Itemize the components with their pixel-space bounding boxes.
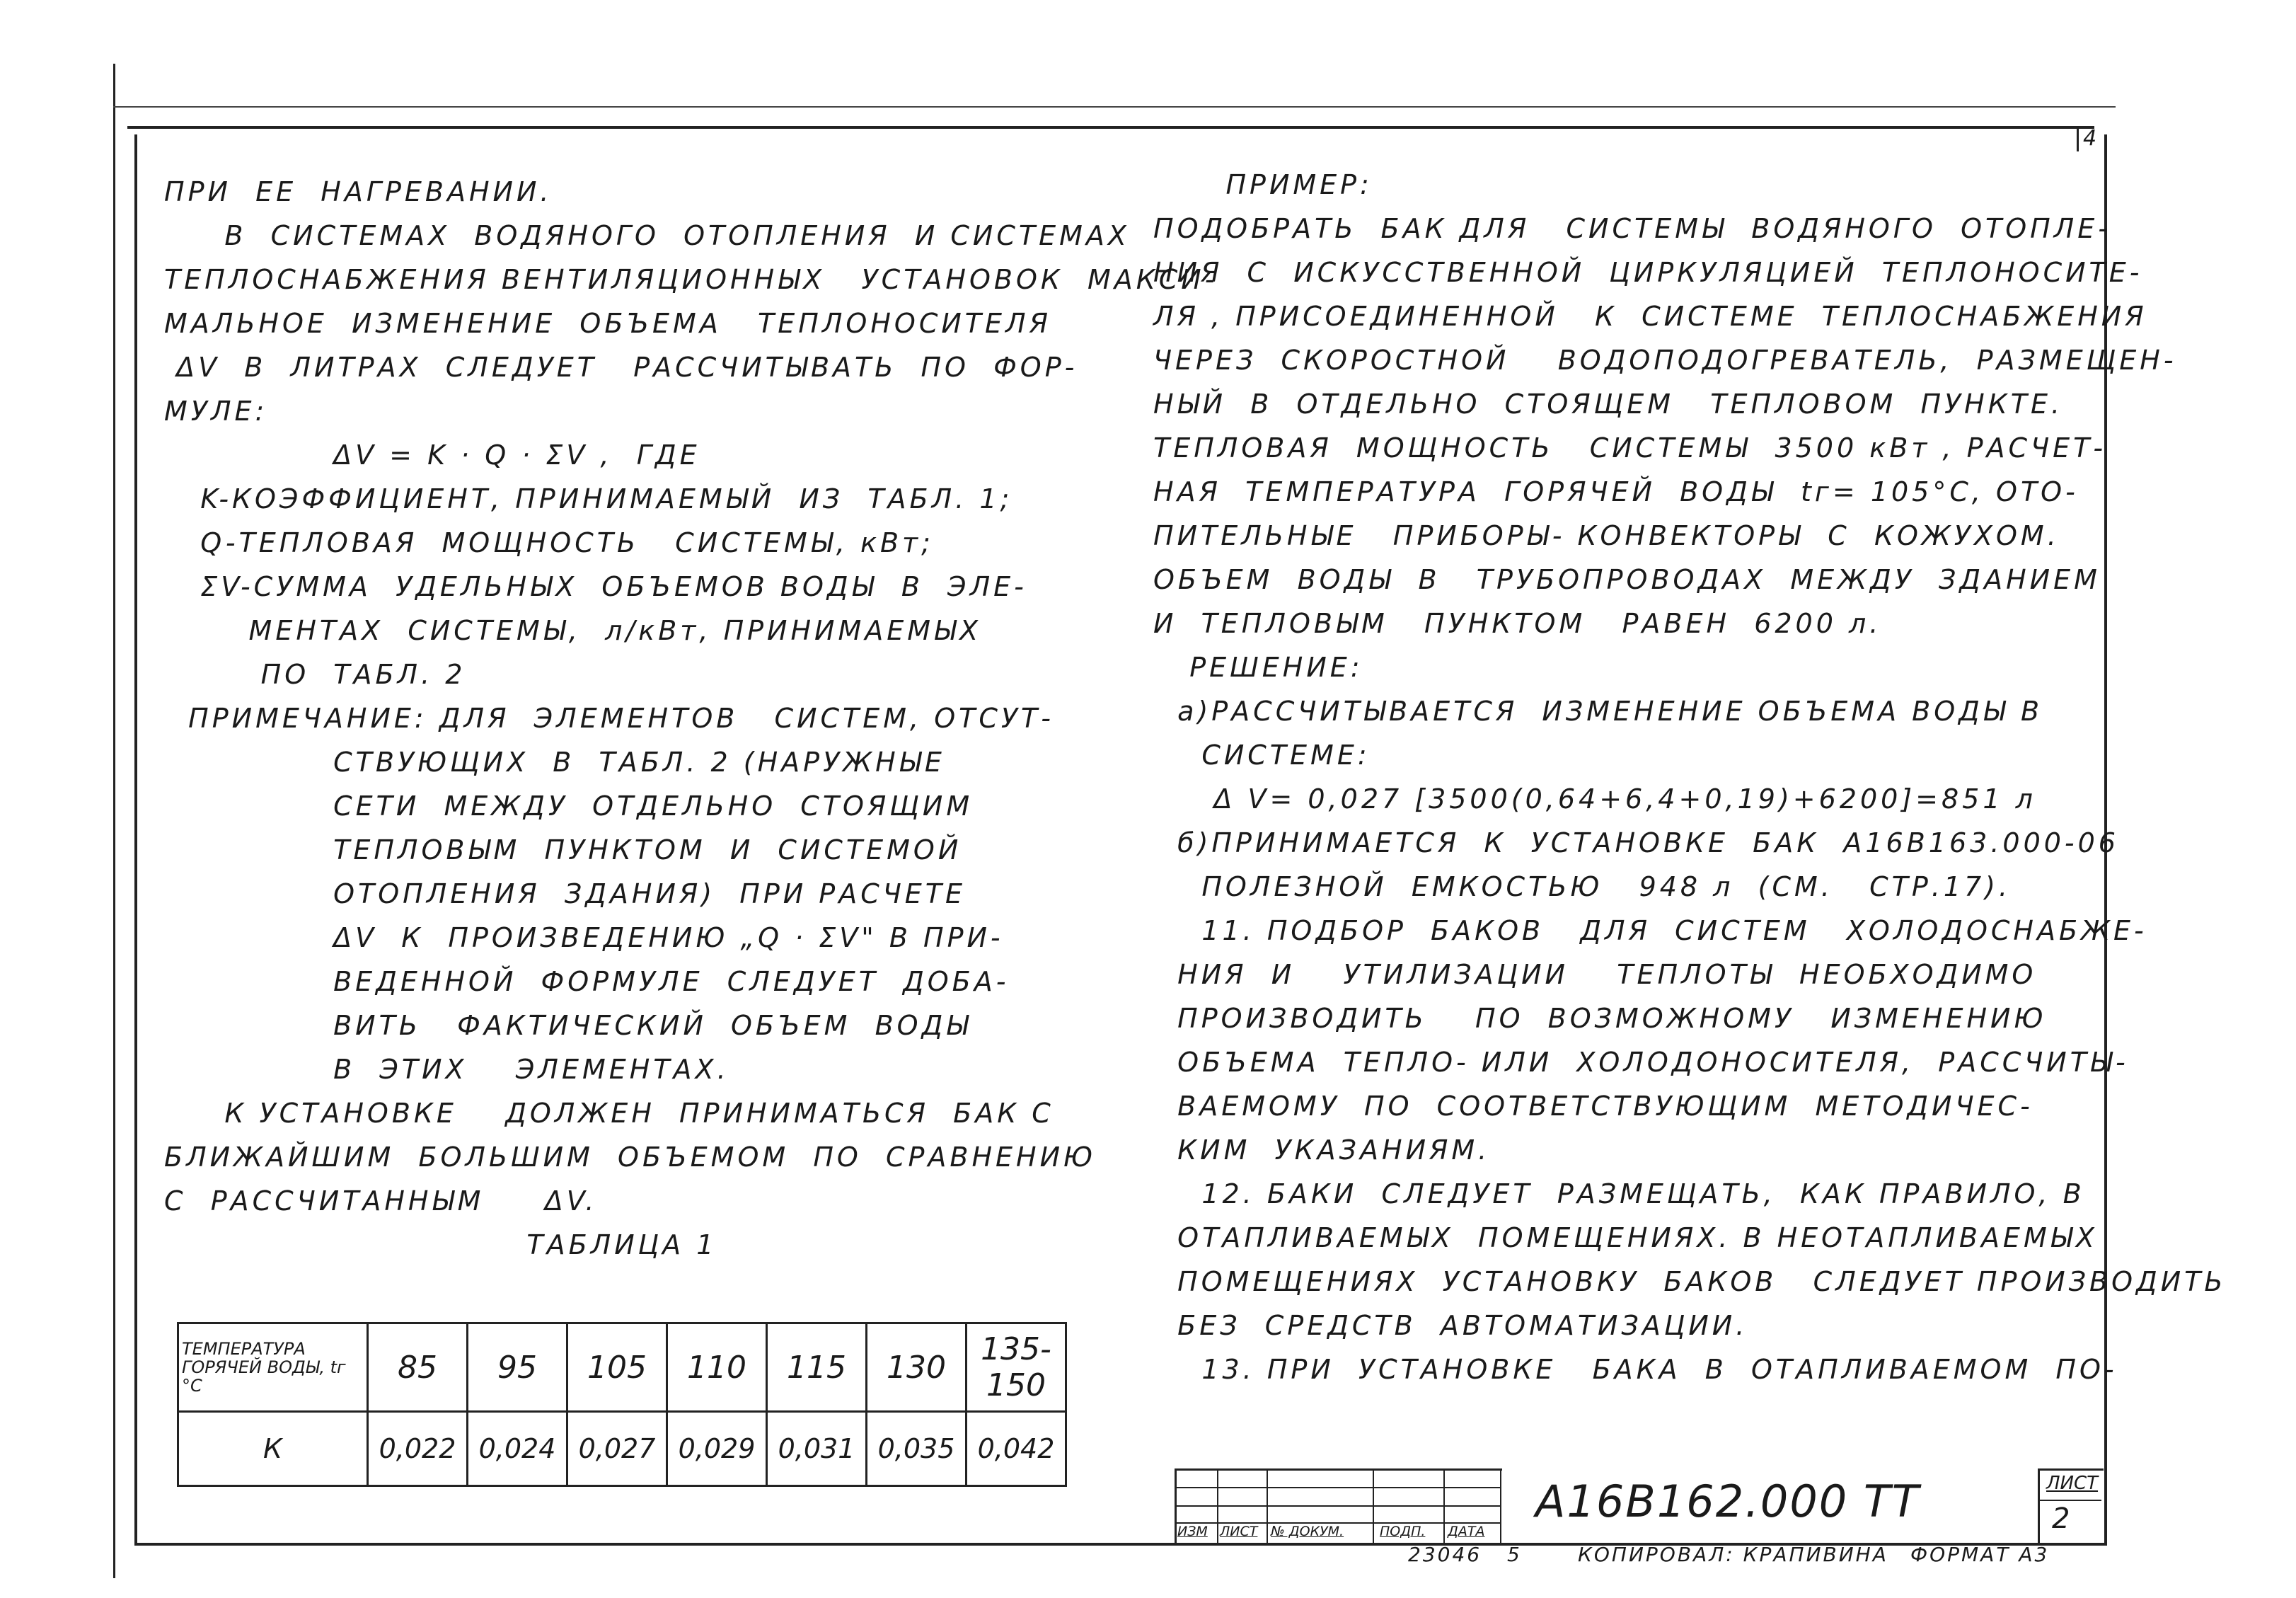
left-text-line: ΔV В ЛИТРАХ СЛЕДУЕТ РАССЧИТЫВАТЬ ПО ФОР- xyxy=(164,352,1078,383)
right-text-line: б)ПРИНИМАЕТСЯ К УСТАНОВКЕ БАК А16В163.000-06 xyxy=(1153,827,2119,858)
right-text-line: 12. БАКИ СЛЕДУЕТ РАЗМЕЩАТЬ, КАК ПРАВИЛО, В xyxy=(1153,1178,2085,1209)
temp-cell: 110 xyxy=(667,1323,767,1412)
right-text-line: ОБЪЕМА ТЕПЛО- ИЛИ ХОЛОДОНОСИТЕЛЯ, РАССЧИТЫ- xyxy=(1153,1047,2129,1078)
left-text-line: K-КОЭФФИЦИЕНТ, ПРИНИМАЕМЫЙ ИЗ ТАБЛ. 1; xyxy=(164,483,1013,515)
left-text-line: ТЕПЛОСНАБЖЕНИЯ ВЕНТИЛЯЦИОННЫХ УСТАНОВОК МАКСИ- xyxy=(164,264,1218,295)
left-text-line: С РАССЧИТАННЫМ ΔV. xyxy=(164,1185,598,1217)
right-text-line: ПИТЕЛЬНЫЕ ПРИБОРЫ- КОНВЕКТОРЫ С КОЖУХОМ. xyxy=(1153,520,2060,551)
right-text-line: РЕШЕНИЕ: xyxy=(1153,652,1363,683)
right-text-line: Δ V= 0,027 [3500(0,64+6,4+0,19)+6200]=851 л xyxy=(1153,783,2036,815)
left-text-line: ПО ТАБЛ. 2 xyxy=(164,659,466,690)
temp-cell: 85 xyxy=(368,1323,468,1412)
right-column-text xyxy=(1153,163,2226,1391)
temp-cell: 115 xyxy=(767,1323,867,1412)
k-cell: 0,035 xyxy=(867,1412,967,1486)
right-text-line: а)РАССЧИТЫВАЕТСЯ ИЗМЕНЕНИЕ ОБЪЕМА ВОДЫ В xyxy=(1153,696,2043,727)
sheet-number: 2 xyxy=(2052,1502,2070,1535)
grid-line xyxy=(1443,1468,1445,1543)
right-text-line: ОБЪЕМ ВОДЫ В ТРУБОПРОВОДАХ МЕЖДУ ЗДАНИЕМ xyxy=(1153,564,2101,595)
left-text-line: В ЭТИХ ЭЛЕМЕНТАХ. xyxy=(164,1054,729,1085)
header-izm: ИЗМ xyxy=(1177,1524,1208,1539)
left-column-text xyxy=(164,170,1218,1267)
copied-by: КОПИРОВАЛ: КРАПИВИНА xyxy=(1578,1543,1888,1566)
right-text-line: НИЯ И УТИЛИЗАЦИИ ТЕПЛОТЫ НЕОБХОДИМО xyxy=(1153,959,2037,990)
table-1-coefficients xyxy=(177,1322,1067,1487)
frame-top-rule xyxy=(127,126,2094,129)
left-text-line: ТЕПЛОВЫМ ПУНКТОМ И СИСТЕМОЙ xyxy=(164,834,962,866)
header-signature: ПОДП. xyxy=(1380,1524,1426,1539)
left-text-line: Q-ТЕПЛОВАЯ МОЩНОСТЬ СИСТЕМЫ, кВт; xyxy=(164,527,934,558)
right-text-line: ОТАПЛИВАЕМЫХ ПОМЕЩЕНИЯХ. В НЕОТАПЛИВАЕМЫХ xyxy=(1153,1222,2098,1253)
grid-line xyxy=(1175,1487,1500,1488)
corner-page-number: 4 xyxy=(2077,126,2111,151)
table-row-temperature xyxy=(178,1323,1066,1412)
left-text-line: В СИСТЕМАХ ВОДЯНОГО ОТОПЛЕНИЯ И СИСТЕМАХ xyxy=(164,220,1130,251)
right-text-line: 13. ПРИ УСТАНОВКЕ БАКА В ОТАПЛИВАЕМОМ ПО- xyxy=(1153,1354,2118,1385)
right-text-line: ВАЕМОМУ ПО СООТВЕТСТВУЮЩИМ МЕТОДИЧЕС- xyxy=(1153,1091,2033,1122)
header-date: ДАТА xyxy=(1448,1524,1485,1539)
right-text-line: ПОДОБРАТЬ БАК ДЛЯ СИСТЕМЫ ВОДЯНОГО ОТОПЛЕ- xyxy=(1153,213,2111,244)
right-text-line: НИЯ С ИСКУССТВЕННОЙ ЦИРКУЛЯЦИЕЙ ТЕПЛОНОСИТЕ- xyxy=(1153,257,2143,288)
left-text-line: МУЛЕ: xyxy=(164,396,268,427)
title-block xyxy=(1175,1468,2101,1543)
grid-line xyxy=(2038,1500,2101,1501)
right-text-line: БЕЗ СРЕДСТВ АВТОМАТИЗАЦИИ. xyxy=(1153,1310,1748,1341)
left-text-line: БЛИЖАЙШИМ БОЛЬШИМ ОБЪЕМОМ ПО СРАВНЕНИЮ xyxy=(164,1142,1097,1173)
k-cell: 0,031 xyxy=(767,1412,867,1486)
footer-number: 5 xyxy=(1507,1543,1522,1566)
left-text-line: ТАБЛИЦА 1 xyxy=(164,1229,717,1260)
right-text-line: ПОМЕЩЕНИЯХ УСТАНОВКУ БАКОВ СЛЕДУЕТ ПРОИЗВОДИТЬ xyxy=(1153,1266,2227,1297)
inventory-number: 23046 xyxy=(1408,1543,1482,1566)
coefficient-header: К xyxy=(178,1412,368,1486)
right-text-line: НАЯ ТЕМПЕРАТУРА ГОРЯЧЕЙ ВОДЫ tг= 105°С, ОТО- xyxy=(1153,476,2079,507)
right-text-line: И ТЕПЛОВЫМ ПУНКТОМ РАВЕН 6200 л. xyxy=(1153,608,1882,639)
left-text-line: СТВУЮЩИХ В ТАБЛ. 2 (НАРУЖНЫЕ xyxy=(164,747,945,778)
table-row-coefficient xyxy=(178,1412,1066,1486)
header-doc-number: № ДОКУМ. xyxy=(1271,1524,1344,1539)
left-text-line: ПРИМЕЧАНИЕ: ДЛЯ ЭЛЕМЕНТОВ СИСТЕМ, ОТСУТ- xyxy=(164,703,1054,734)
left-text-line: ΣV-СУММА УДЕЛЬНЫХ ОБЪЕМОВ ВОДЫ В ЭЛЕ- xyxy=(164,571,1027,602)
temp-cell: 130 xyxy=(867,1323,967,1412)
k-cell: 0,022 xyxy=(368,1412,468,1486)
right-text-line: ПРИМЕР: xyxy=(1153,169,1373,200)
right-text-line: ТЕПЛОВАЯ МОЩНОСТЬ СИСТЕМЫ 3500 кВт , РАСЧЕТ- xyxy=(1153,432,2107,464)
left-text-line: К УСТАНОВКЕ ДОЛЖЕН ПРИНИМАТЬСЯ БАК С xyxy=(164,1098,1054,1129)
left-text-line: ΔV = K · Q · ΣV , ГДЕ xyxy=(164,439,700,471)
header-list: ЛИСТ xyxy=(1220,1524,1258,1539)
left-text-line: СЕТИ МЕЖДУ ОТДЕЛЬНО СТОЯЩИМ xyxy=(164,791,974,822)
right-text-line: ЛЯ , ПРИСОЕДИНЕННОЙ К СИСТЕМЕ ТЕПЛОСНАБЖЕНИЯ xyxy=(1153,301,2147,332)
grid-line xyxy=(1500,1468,1501,1543)
right-text-line: ПОЛЕЗНОЙ ЕМКОСТЬЮ 948 л (СМ. СТР.17). xyxy=(1153,871,2012,902)
right-text-line: 11. ПОДБОР БАКОВ ДЛЯ СИСТЕМ ХОЛОДОСНАБЖЕ- xyxy=(1153,915,2147,946)
top-rule xyxy=(113,106,2116,108)
document-code: А16В162.000 ТТ xyxy=(1535,1476,1920,1527)
left-text-line: ПРИ ЕЕ НАГРЕВАНИИ. xyxy=(164,176,553,207)
left-text-line: МЕНТАХ СИСТЕМЫ, л/кВт, ПРИНИМАЕМЫХ xyxy=(164,615,982,646)
k-cell: 0,029 xyxy=(667,1412,767,1486)
right-text-line: СИСТЕМЕ: xyxy=(1153,740,1371,771)
right-text-line: НЫЙ В ОТДЕЛЬНО СТОЯЩЕМ ТЕПЛОВОМ ПУНКТЕ. xyxy=(1153,389,2064,420)
k-cell: 0,042 xyxy=(967,1412,1066,1486)
temp-cell: 95 xyxy=(468,1323,567,1412)
left-text-line: МАЛЬНОЕ ИЗМЕНЕНИЕ ОБЪЕМА ТЕПЛОНОСИТЕЛЯ xyxy=(164,308,1051,339)
paper-format: ФОРМАТ А3 xyxy=(1910,1543,2050,1566)
right-text-line: КИМ УКАЗАНИЯМ. xyxy=(1153,1134,1491,1166)
left-text-line: ВЕДЕННОЙ ФОРМУЛЕ СЛЕДУЕТ ДОБА- xyxy=(164,966,1010,997)
grid-line xyxy=(1217,1468,1218,1543)
sheet-label: ЛИСТ xyxy=(2046,1473,2099,1494)
temperature-header: ТЕМПЕРАТУРА ГОРЯЧЕЙ ВОДЫ, tг °С xyxy=(178,1323,368,1412)
right-text-line: ЧЕРЕЗ СКОРОСТНОЙ ВОДОПОДОГРЕВАТЕЛЬ, РАЗМЕЩЕН- xyxy=(1153,345,2177,376)
grid-line xyxy=(1267,1468,1268,1543)
grid-line xyxy=(1175,1505,1500,1507)
k-cell: 0,024 xyxy=(468,1412,567,1486)
grid-line xyxy=(1373,1468,1374,1543)
left-text-line: ВИТЬ ФАКТИЧЕСКИЙ ОБЪЕМ ВОДЫ xyxy=(164,1010,972,1041)
right-text-line: ПРОИЗВОДИТЬ ПО ВОЗМОЖНОМУ ИЗМЕНЕНИЮ xyxy=(1153,1003,2047,1034)
left-text-line: ОТОПЛЕНИЯ ЗДАНИЯ) ПРИ РАСЧЕТЕ xyxy=(164,878,967,909)
temp-cell: 105 xyxy=(567,1323,667,1412)
temp-cell: 135-150 xyxy=(967,1323,1066,1412)
left-text-line: ΔV К ПРОИЗВЕДЕНИЮ „Q · ΣV" В ПРИ- xyxy=(164,922,1004,953)
k-cell: 0,027 xyxy=(567,1412,667,1486)
